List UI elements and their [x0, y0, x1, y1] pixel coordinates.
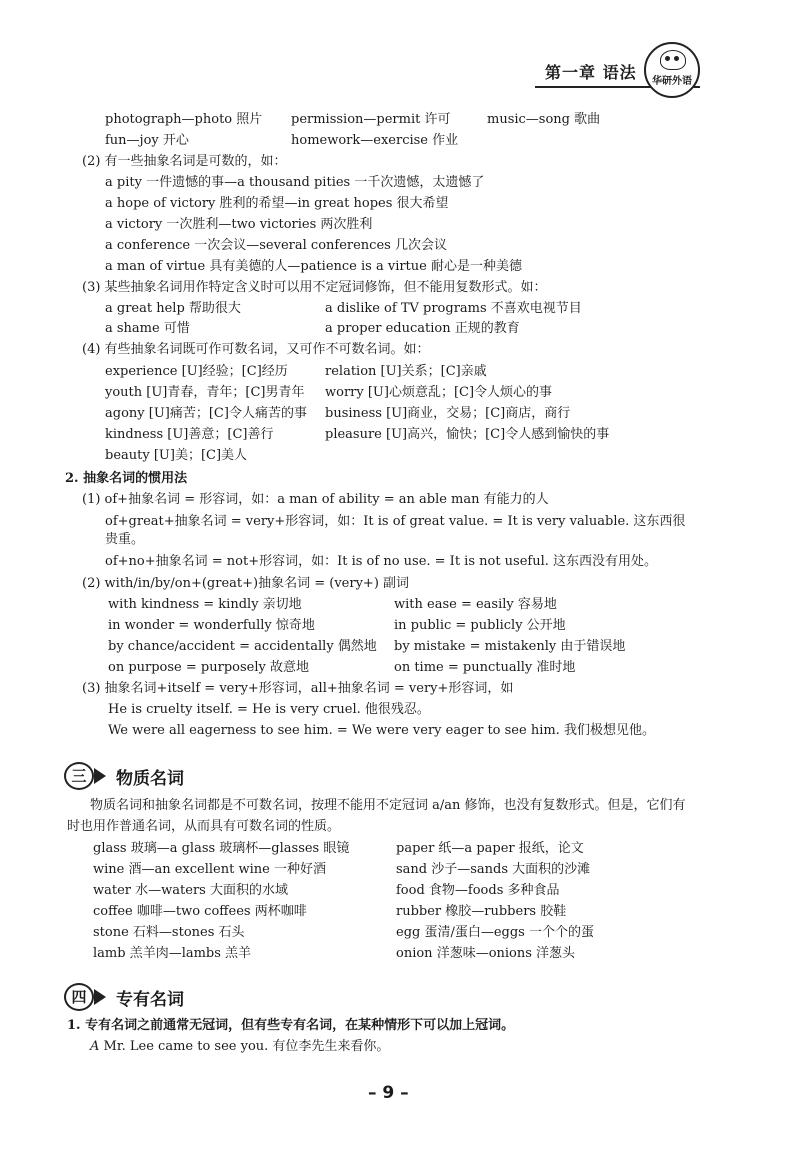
example-sentence: [90, 1038, 389, 1056]
list-item: sand 沙子—sands 大面积的沙滩: [396, 862, 591, 877]
example-item: fun—joy 开心: [105, 133, 189, 148]
list-item: egg 蛋清/蛋白—eggs 一个个的蛋: [396, 925, 594, 940]
example-item: photograph—photo 照片: [105, 112, 263, 127]
section-2-heading: (2) 有一些抽象名词是可数的，如：: [82, 154, 287, 169]
list-item: a pity 一件遗憾的事—a thousand pities 一千次遗憾，太遗憾了: [105, 175, 485, 190]
list-item: coffee 咖啡—two coffees 两杯咖啡: [93, 904, 307, 919]
frog-face-icon: [660, 50, 686, 70]
publisher-logo: [644, 42, 700, 98]
list-item: on purpose = purposely 故意地: [108, 660, 309, 675]
usage-line: (2) with/in/by/on+(great+)抽象名词 = (very+) 副词: [82, 576, 410, 591]
list-item: business [U]商业，交易；[C]商店，商行: [325, 406, 571, 421]
section-badge: 三: [64, 762, 94, 790]
list-item: beauty [U]美；[C]美人: [105, 448, 248, 463]
list-item: kindness [U]善意；[C]善行: [105, 427, 274, 442]
example-text: Mr. Lee came to see you. 有位李先生来看你。: [99, 1039, 390, 1054]
list-item: rubber 橡胶—rubbers 胶鞋: [396, 904, 567, 919]
list-item: with kindness = kindly 亲切地: [108, 597, 302, 612]
example-item: music—song 歌曲: [487, 112, 601, 127]
list-item: a victory 一次胜利—two victories 两次胜利: [105, 217, 373, 232]
list-item: glass 玻璃—a glass 玻璃杯—glasses 眼镜: [93, 841, 350, 856]
usage-line: (1) of+抽象名词 = 形容词，如：a man of ability = an able man 有能力的人: [82, 492, 549, 507]
usage-line: 贵重。: [105, 532, 145, 547]
usage-line: He is cruelty itself. = He is very cruel. 他很残忍。: [108, 702, 430, 717]
list-item: water 水—waters 大面积的水域: [93, 883, 288, 898]
section-4-heading: (4) 有些抽象名词既可作可数名词，又可作不可数名词。如：: [82, 342, 430, 357]
list-item: a hope of victory 胜利的希望—in great hopes 很大希望: [105, 196, 449, 211]
point-heading: 1. 专有名词之前通常无冠词，但有些专有名词，在某种情形下可以加上冠词。: [67, 1018, 515, 1033]
section-arrow-icon: [94, 989, 106, 1005]
list-item: by chance/accident = accidentally 偶然地: [108, 639, 377, 654]
list-item: in wonder = wonderfully 惊奇地: [108, 618, 315, 633]
list-item: a great help 帮助很大: [105, 301, 241, 316]
logo-text: 华研外语: [652, 76, 692, 87]
list-item: a shame 可惜: [105, 321, 190, 336]
list-item: pleasure [U]高兴，愉快；[C]令人感到愉快的事: [325, 427, 610, 442]
list-item: a man of virtue 具有美德的人—patience is a virtue 耐心是一种美德: [105, 259, 522, 274]
usage-heading: 2. 抽象名词的惯用法: [65, 471, 188, 486]
section-title: 专有名词: [116, 990, 184, 1010]
list-item: paper 纸—a paper 报纸，论文: [396, 841, 584, 856]
page-number: – 9 –: [368, 1083, 409, 1103]
list-item: food 食物—foods 多种食品: [396, 883, 560, 898]
list-item: in public = publicly 公开地: [394, 618, 566, 633]
list-item: by mistake = mistakenly 由于错误地: [394, 639, 626, 654]
list-item: a conference 一次会议—several conferences 几次会议: [105, 238, 447, 253]
section-title: 物质名词: [116, 769, 184, 789]
usage-line: We were all eagerness to see him. = We were very eager to see him. 我们极想见他。: [108, 723, 655, 738]
example-item: permission—permit 许可: [291, 112, 451, 127]
usage-line: of+great+抽象名词 = very+形容词，如：It is of great value. = It is very valuable. 这东西很: [105, 514, 686, 529]
list-item: agony [U]痛苦；[C]令人痛苦的事: [105, 406, 307, 421]
list-item: stone 石料—stones 石头: [93, 925, 245, 940]
section-arrow-icon: [94, 768, 106, 784]
list-item: a dislike of TV programs 不喜欢电视节目: [325, 301, 582, 316]
example-item: homework—exercise 作业: [291, 133, 459, 148]
list-item: wine 酒—an excellent wine 一种好酒: [93, 862, 326, 877]
list-item: relation [U]关系；[C]亲戚: [325, 364, 487, 379]
list-item: with ease = easily 容易地: [394, 597, 557, 612]
list-item: youth [U]青春，青年；[C]男青年: [105, 385, 305, 400]
list-item: lamb 羔羊肉—lambs 羔羊: [93, 946, 252, 961]
usage-line: of+no+抽象名词 = not+形容词，如：It is of no use. = It is not useful. 这东西没有用处。: [105, 554, 658, 569]
list-item: on time = punctually 准时地: [394, 660, 576, 675]
section-badge: 四: [64, 983, 94, 1011]
list-item: worry [U]心烦意乱；[C]令人烦心的事: [325, 385, 553, 400]
emphasized-article: A: [90, 1039, 100, 1054]
list-item: a proper education 正规的教育: [325, 321, 520, 336]
paragraph: 时也用作普通名词，从而具有可数名词的性质。: [67, 819, 341, 834]
usage-line: (3) 抽象名词+itself = very+形容词，all+抽象名词 = very+形容词，如: [82, 681, 514, 696]
list-item: onion 洋葱味—onions 洋葱头: [396, 946, 576, 961]
section-3-heading: (3) 某些抽象名词用作特定含义时可以用不定冠词修饰，但不能用复数形式。如：: [82, 280, 547, 295]
paragraph: 物质名词和抽象名词都是不可数名词，按理不能用不定冠词 a/an 修饰，也没有复数形式。但是，它们有: [90, 798, 686, 813]
chapter-title: 第一章 语法: [545, 63, 637, 82]
list-item: experience [U]经验；[C]经历: [105, 364, 288, 379]
